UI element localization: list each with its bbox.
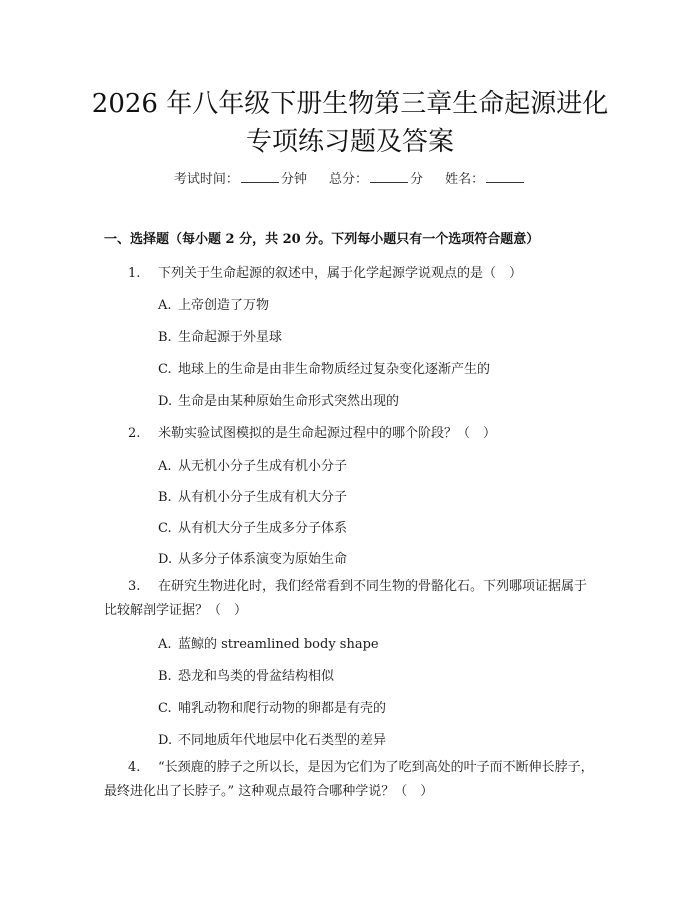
option-text: 从有机小分子生成有机大分子 <box>178 490 348 505</box>
q3-option-d <box>158 729 386 748</box>
q1-option-b <box>158 326 282 345</box>
q1-option-a <box>158 294 269 313</box>
question-number: 2. <box>128 426 141 441</box>
q3-option-c <box>158 697 386 716</box>
q1-option-d <box>158 390 399 409</box>
student-name-label: 姓名： <box>445 172 485 187</box>
q2-option-c <box>158 517 347 536</box>
option-letter: A. <box>158 637 172 652</box>
option-text: 恐龙和鸟类的骨盆结构相似 <box>178 669 335 684</box>
q3-option-b <box>158 665 334 684</box>
question-number: 1. <box>128 266 141 281</box>
question-text: 下列关于生命起源的叙述中，属于化学起源学说观点的是（ ） <box>158 266 523 281</box>
total-score-unit: 分 <box>410 172 424 187</box>
option-letter: C. <box>158 362 172 377</box>
option-text: 生命起源于外星球 <box>178 330 283 345</box>
student-name-blank <box>486 172 524 183</box>
question-3 <box>104 575 599 623</box>
q2-option-d <box>158 548 347 567</box>
option-text: 从无机小分子生成有机小分子 <box>178 459 348 474</box>
page-title-line-1: 2026 年八年级下册生物第三章生命起源进化 <box>91 89 609 119</box>
option-letter: D. <box>158 394 173 409</box>
question-number: 3. <box>128 579 141 594</box>
total-score-field <box>329 168 423 187</box>
q3-option-a <box>158 633 379 652</box>
section-heading: 一、选择题（每小题 2 分，共 20 分。下列每小题只有一个选项符合题意） <box>104 232 540 247</box>
option-text: 从有机大分子生成多分子体系 <box>178 521 348 536</box>
option-text: 哺乳动物和爬行动物的卵都是有壳的 <box>178 701 387 716</box>
q2-option-a <box>158 455 347 474</box>
student-name-field <box>445 168 526 187</box>
question-1 <box>128 262 522 281</box>
option-letter: B. <box>158 490 172 505</box>
option-text: 上帝创造了万物 <box>178 298 270 313</box>
question-2 <box>128 422 496 441</box>
question-4 <box>104 756 599 804</box>
question-number: 4. <box>128 760 141 775</box>
exam-time-label: 考试时间： <box>173 172 239 187</box>
exam-time-blank <box>241 172 279 183</box>
option-text: 不同地质年代地层中化石类型的差异 <box>178 733 387 748</box>
question-text: 米勒实验试图模拟的是生命起源过程中的哪个阶段？（ ） <box>158 426 497 441</box>
option-letter: B. <box>158 330 172 345</box>
exam-time-unit: 分钟 <box>280 172 307 187</box>
q2-option-b <box>158 486 347 505</box>
option-letter: C. <box>158 701 172 716</box>
exam-info-row <box>0 168 700 187</box>
question-text: “长颈鹿的脖子之所以长，是因为它们为了吃到高处的叶子而不断伸长脖子，最终进化出了长脖子。” 这种观点最符合哪种学说？（ ） <box>104 760 594 799</box>
question-text: 在研究生物进化时，我们经常看到不同生物的骨骼化石。下列哪项证据属于比较解剖学证据？（ ） <box>104 579 588 618</box>
option-letter: D. <box>158 552 173 567</box>
option-letter: B. <box>158 669 172 684</box>
q1-option-c <box>158 358 490 377</box>
page-title-line-2: 专项练习题及答案 <box>245 127 454 157</box>
exam-time-field <box>174 168 307 187</box>
option-text: 蓝鲸的 streamlined body shape <box>178 637 379 652</box>
option-letter: A. <box>158 298 172 313</box>
option-letter: C. <box>158 521 172 536</box>
total-score-label: 总分： <box>328 172 368 187</box>
option-text: 地球上的生命是由非生命物质经过复杂变化逐渐产生的 <box>178 362 491 377</box>
total-score-blank <box>370 172 408 183</box>
option-letter: A. <box>158 459 172 474</box>
option-letter: D. <box>158 733 173 748</box>
option-text: 生命是由某种原始生命形式突然出现的 <box>178 394 400 409</box>
option-text: 从多分子体系演变为原始生命 <box>178 552 348 567</box>
